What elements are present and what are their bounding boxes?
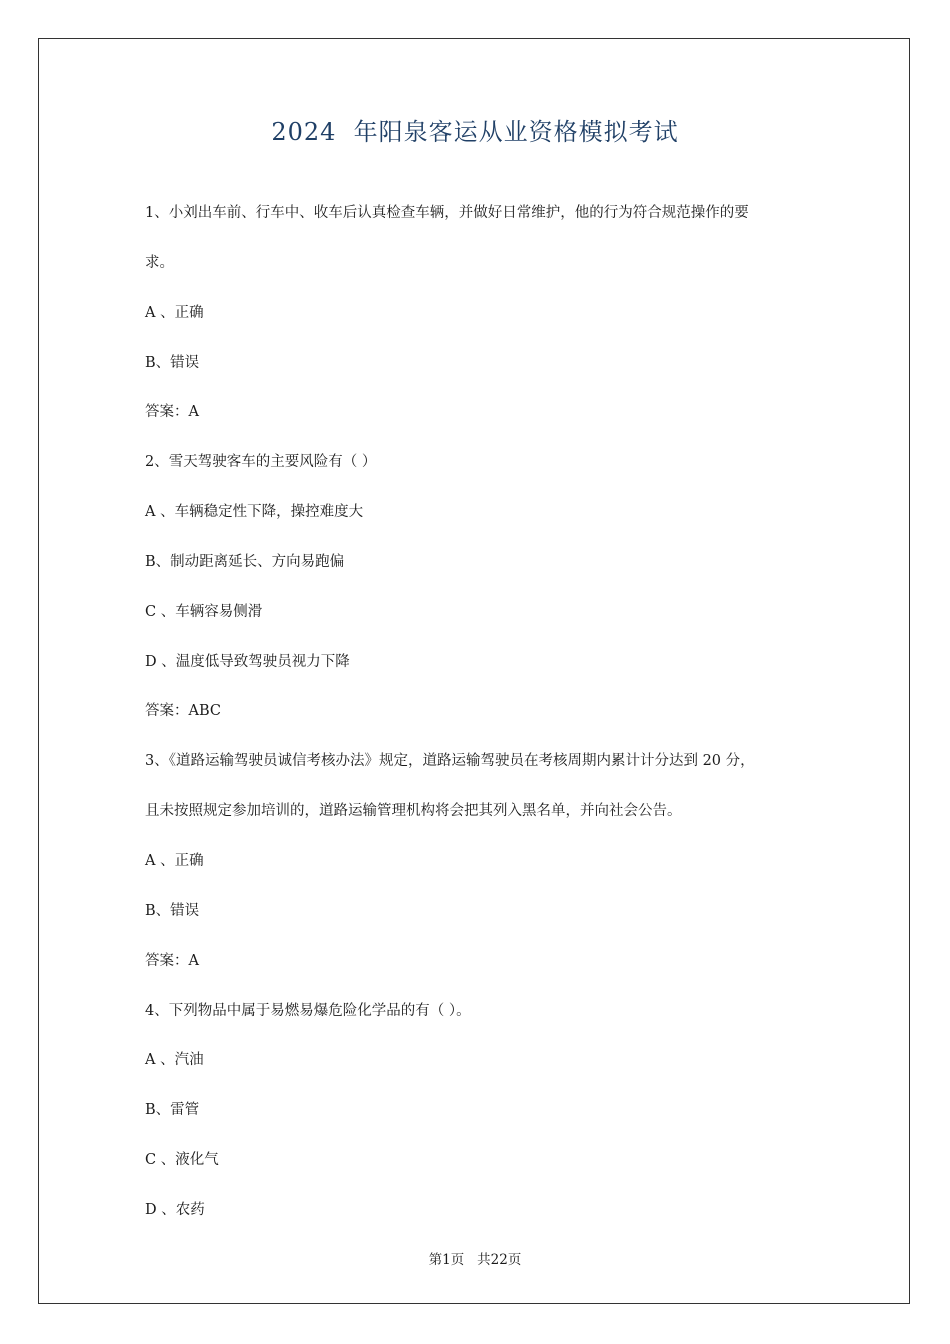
question-3-option-b: B、错误: [145, 902, 200, 919]
question-2-option-d: D 、温度低导致驾驶员视力下降: [145, 653, 350, 670]
question-1-option-a: A 、正确: [145, 304, 204, 321]
question-2-option-b: B、制动距离延长、方向易跑偏: [145, 553, 345, 570]
question-4-text: 4、下列物品中属于易燃易爆危险化学品的有（ ）。: [145, 1002, 471, 1019]
question-4-option-c: C 、液化气: [145, 1152, 219, 1169]
question-3-text-line-2: 且未按照规定参加培训的，道路运输管理机构将会把其列入黑名单，并向社会公告。: [145, 803, 682, 820]
question-3-answer: 答案：A: [145, 952, 199, 969]
page-footer: 第1页 共22页: [428, 1252, 522, 1268]
question-4-option-d: D 、农药: [145, 1201, 205, 1218]
question-2-option-a: A 、车辆稳定性下降，操控难度大: [145, 504, 364, 521]
question-2-option-c: C 、车辆容易侧滑: [145, 603, 263, 620]
question-2-text: 2、雪天驾驶客车的主要风险有（ ）: [145, 454, 377, 471]
question-4-option-b: B、雷管: [145, 1102, 200, 1119]
question-1-option-b: B、错误: [145, 354, 200, 371]
question-3-text-line-1: 3、《道路运输驾驶员诚信考核办法》规定，道路运输驾驶员在考核周期内累计计分达到 20 分，: [145, 753, 755, 770]
question-list: [145, 202, 815, 1249]
question-2-answer: 答案：ABC: [145, 703, 221, 720]
question-1-answer: 答案：A: [145, 404, 199, 421]
question-1-text-line-1: 1、小刘出车前、行车中、收车后认真检查车辆，并做好日常维护，他的行为符合规范操作的要: [145, 205, 749, 221]
question-1-text-line-2: 求。: [145, 254, 174, 271]
document-title: 2024 年阳泉客运从业资格模拟考试: [271, 118, 679, 146]
question-3-option-a: A 、正确: [145, 852, 204, 869]
question-4-option-a: A 、汽油: [145, 1052, 204, 1069]
